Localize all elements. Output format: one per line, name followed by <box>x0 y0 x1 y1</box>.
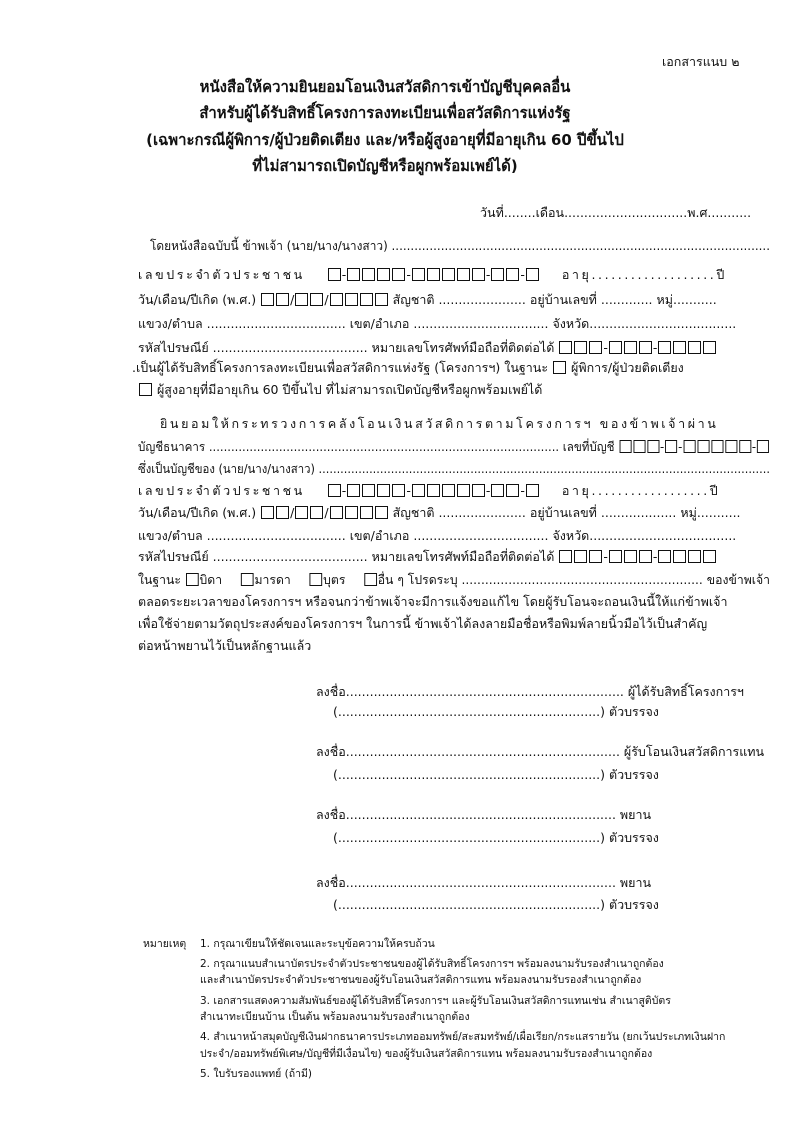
note-3a: 3. เอกสารแสดงความสัมพันธ์ของผู้ได้รับสิทธิ์โครงการฯ และผู้รับโอนเงินสวัสดิการแทนเช่น สำเนาสูติบัตร <box>200 995 671 1007</box>
note-1: 1. กรุณาเขียนให้ชัดเจนและระบุข้อความให้ครบถ้วน <box>200 938 435 950</box>
id-boxes[interactable]: - - - - <box>327 267 540 282</box>
checkbox-father[interactable] <box>186 573 199 586</box>
day-label: วันที่ <box>480 205 504 220</box>
beneficiary-status-line: .เป็นผู้ได้รับสิทธิ์โครงการลงทะเบียนเพื่อสวัสดิการแห่งรัฐ (โครงการฯ) ในฐานะ ผู้พิการ/ผู้ป่วยติดเตียง <box>132 360 684 375</box>
phone-label: หมายเลขโทรศัพท์มือถือที่ติดต่อได้ <box>371 340 555 355</box>
date-line[interactable]: วันที่........เดือน...............................พ.ศ........... <box>480 205 752 220</box>
contact-line-2[interactable]: รหัสไปรษณีย์ ....................................... หมายเลขโทรศัพท์มือถือที่ติดต่อได้ - - <box>138 547 717 567</box>
id-line-1[interactable] <box>138 265 727 285</box>
signature-witness-1[interactable]: ลงชื่อ.................................................................... พยาน <box>316 807 652 822</box>
phone-boxes[interactable]: - - <box>558 340 717 355</box>
note-2b: และสำเนาบัตรประจำตัวประชาชนของผู้รับโอนเงินสวัสดิการแทน พร้อมลงนามรับรองสำเนาถูกต้อง <box>200 974 642 986</box>
title-line-2: สำหรับผู้ได้รับสิทธิ์โครงการลงทะเบียนเพื่อสวัสดิการแห่งรัฐ <box>199 104 571 122</box>
bank-account-line[interactable]: บัญชีธนาคาร ............................................................................................... เลขที่บัญชี - - - <box>138 437 770 457</box>
phone-boxes-2[interactable]: - - <box>558 549 717 564</box>
printed-name-recipient[interactable]: (..................................................................) ตัวบรรจง <box>333 767 659 782</box>
postal-field[interactable]: รหัสไปรษณีย์ ....................................... <box>138 340 368 355</box>
dob-line-1[interactable]: วัน/เดือน/ปีเกิด (พ.ศ.) / / สัญชาติ ...................... อยู่บ้านเลขที่ ............. หมู่........... <box>138 292 717 307</box>
age-field[interactable]: อายุ...................ปี <box>561 267 727 282</box>
title-line-1: หนังสือให้ความยินยอมโอนเงินสวัสดิการเข้าบัญชีบุคคลอื่น <box>199 78 571 96</box>
nationality-field[interactable]: สัญชาติ ...................... <box>392 292 526 307</box>
age-field-2[interactable]: อายุ..................ปี <box>561 483 721 498</box>
consent-statement: ยินยอมให้กระทรวงการคลังโอนเงินสวัสดิการตามโครงการฯ ของข้าพเจ้าผ่าน <box>160 416 719 431</box>
relationship-line: ในฐานะ บิดา มารดา บุตร อื่น ๆ โปรดระบุ .............................................................. ของข้าพเจ้า <box>138 572 770 587</box>
account-boxes[interactable]: - - - <box>618 439 770 454</box>
paragraph-line-2: เพื่อใช้จ่ายตามวัตถุประสงค์ของโครงการฯ ในการนี้ ข้าพเจ้าได้ลงลายมือชื่อหรือพิมพ์ลายนิ้วมือไว้เป็นสำคัญ <box>138 616 708 631</box>
signature-beneficiary[interactable]: ลงชื่อ...................................................................... ผู้ได้รับสิทธิ์โครงการฯ <box>316 684 744 699</box>
address-line-2[interactable]: แขวง/ตำบล ................................... เขต/อำเภอ .................................. จังหวัด..................................... <box>138 528 737 543</box>
dob-boxes-2[interactable]: / / <box>260 505 388 520</box>
month-label: เดือน <box>535 205 565 220</box>
signature-witness-2[interactable]: ลงชื่อ.................................................................... พยาน <box>316 875 652 890</box>
consenter-name-line[interactable]: โดยหนังสือฉบับนี้ ข้าพเจ้า (นาย/นาง/นางสาว) .................................................................................................... <box>150 238 770 253</box>
id-label: เลขประจำตัวประชาชน <box>138 267 305 282</box>
title-line-4: ที่ไม่สามารถเปิดบัญชีหรือผูกพร้อมเพย์ได้) <box>252 157 518 175</box>
account-owner-line[interactable]: ซึ่งเป็นบัญชีของ (นาย/นาง/นางสาว) ............................................................................................................................. <box>138 461 770 476</box>
bank-field[interactable]: บัญชีธนาคาร ............................................................................................... <box>138 439 560 454</box>
note-4a: 4. สำเนาหน้าสมุดบัญชีเงินฝากธนาคารประเภทออมทรัพย์/สะสมทรัพย์/เผื่อเรียก/กระแสรายวัน (ยกเว้นประเภทเงินฝาก <box>200 1031 726 1043</box>
title-line-3: (เฉพาะกรณีผู้พิการ/ผู้ป่วยติดเตียง และ/หรือผู้สูงอายุที่มีอายุเกิน 60 ปีขึ้นไป <box>146 131 624 149</box>
printed-name-witness-1[interactable]: (..................................................................) ตัวบรรจง <box>333 830 659 845</box>
address-line-1[interactable]: แขวง/ตำบล ................................... เขต/อำเภอ .................................. จังหวัด..................................... <box>138 316 737 331</box>
checkbox-other[interactable] <box>364 573 377 586</box>
id-boxes-2[interactable]: - - - - <box>327 483 540 498</box>
note-5: 5. ใบรับรองแพทย์ (ถ้ามี) <box>200 1068 312 1080</box>
checkbox-child[interactable] <box>309 573 322 586</box>
signature-recipient[interactable]: ลงชื่อ..................................................................... ผู้รับโอนเงินสวัสดิการแทน <box>316 744 765 759</box>
dob-boxes[interactable]: / / <box>260 292 388 307</box>
id-line-2[interactable]: เลขประจำตัวประชาชน - - - - อายุ..................ปี <box>138 483 721 498</box>
printed-name-witness-2[interactable]: (..................................................................) ตัวบรรจง <box>333 897 659 912</box>
checkbox-disabled[interactable] <box>553 361 566 374</box>
elderly-option-line: ผู้สูงอายุที่มีอายุเกิน 60 ปีขึ้นไป ที่ไม่สามารถเปิดบัญชีหรือผูกพร้อมเพย์ได้ <box>138 380 542 400</box>
note-4b: ประจำ/ออมทรัพย์พิเศษ/บัญชีที่มีเงื่อนไข) ของผู้รับเงินสวัสดิการแทน พร้อมลงนามรับรองสำเนาถูกต้อง <box>200 1048 653 1060</box>
attachment-label: เอกสารแนบ ๒ <box>662 54 740 69</box>
house-no-field[interactable]: อยู่บ้านเลขที่ ............. หมู่........... <box>529 292 717 307</box>
notes-label: หมายเหตุ <box>143 938 187 950</box>
note-3b: สำเนาทะเบียนบ้าน เป็นต้น พร้อมลงนามรับรองสำเนาถูกต้อง <box>200 1011 470 1023</box>
year-label: พ.ศ. <box>687 205 712 220</box>
note-2a: 2. กรุณาแนบสำเนาบัตรประจำตัวประชาชนของผู้ได้รับสิทธิ์โครงการฯ พร้อมลงนามรับรองสำเนาถูกต้อง <box>200 958 664 970</box>
dob-line-2[interactable]: วัน/เดือน/ปีเกิด (พ.ศ.) / / สัญชาติ ...................... อยู่บ้านเลขที่ ................... หมู่........... <box>138 505 741 520</box>
printed-name-beneficiary[interactable]: (..................................................................) ตัวบรรจง <box>333 704 659 719</box>
paragraph-line-1: ตลอดระยะเวลาของโครงการฯ หรือจนกว่าข้าพเจ้าจะมีการแจ้งขอแก้ไข โดยผู้รับโอนจะถอนเงินนี้ให้แก่ข้าพเจ้า <box>138 594 728 609</box>
contact-line-1[interactable] <box>138 338 717 358</box>
checkbox-mother[interactable] <box>241 573 254 586</box>
paragraph-line-3: ต่อหน้าพยานไว้เป็นหลักฐานแล้ว <box>138 638 312 653</box>
checkbox-elderly[interactable] <box>139 383 152 396</box>
